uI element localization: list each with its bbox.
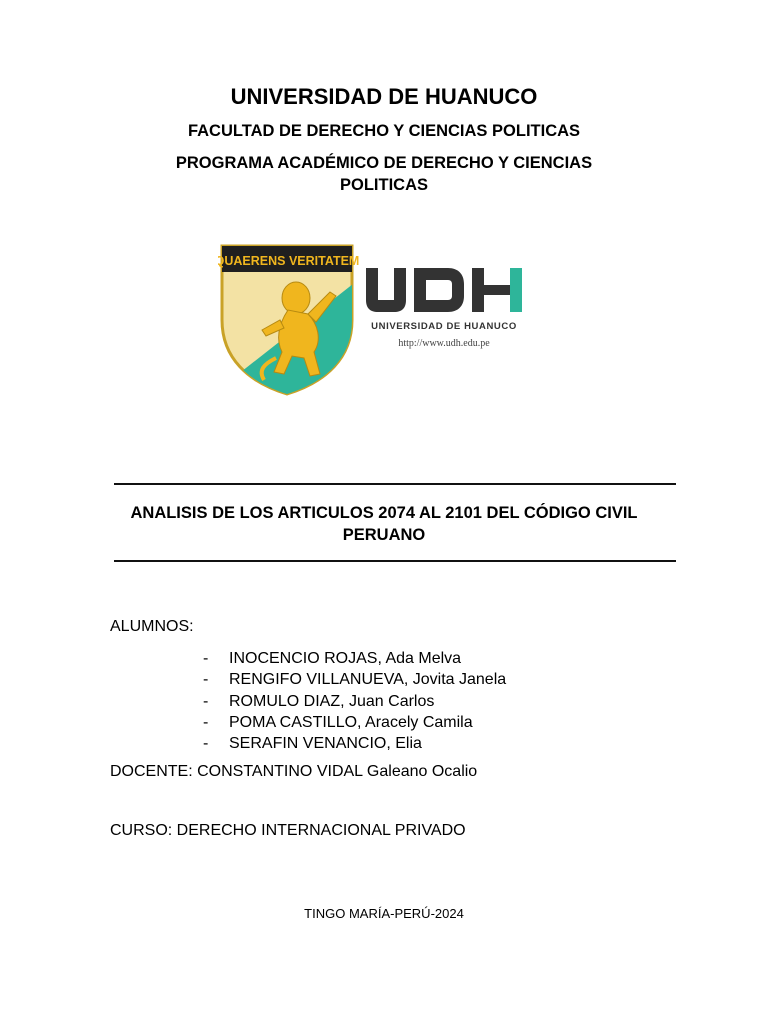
shield-icon: [218, 246, 359, 400]
udh-subtitle: UNIVERSIDAD DE HUANUCO: [371, 321, 517, 332]
course-line: CURSO: DERECHO INTERNACIONAL PRIVADO: [110, 822, 466, 839]
teacher-line: DOCENTE: CONSTANTINO VIDAL Galeano Ocalio: [110, 763, 478, 780]
logo-graphic: [218, 240, 558, 400]
university-logo: [218, 240, 558, 400]
list-item: - SERAFIN VENANCIO, Elia: [203, 735, 422, 753]
list-item: - POMA CASTILLO, Aracely Camila: [203, 713, 473, 731]
place-date: TINGO MARÍA-PERÚ-2024: [304, 906, 464, 921]
list-item: - ROMULO DIAZ, Juan Carlos: [203, 692, 435, 710]
program-name: PROGRAMA ACADÉMICO DE DERECHO Y CIENCIAS POLITICAS: [175, 154, 593, 194]
udh-wordmark: [366, 268, 522, 349]
document-title: ANALISIS DE LOS ARTICULOS 2074 AL 2101 DEL CÓDIGO CIVIL PERUANO: [130, 504, 638, 544]
shield-motto: QUAERENS VERITATEM: [218, 254, 360, 268]
bottom-divider: [114, 560, 676, 562]
list-item: - RENGIFO VILLANUEVA, Jovita Janela: [203, 671, 507, 689]
udh-url: http://www.udh.edu.pe: [398, 338, 490, 349]
faculty-name: FACULTAD DE DERECHO Y CIENCIAS POLITICAS: [187, 122, 581, 140]
university-name: UNIVERSIDAD DE HUANUCO: [230, 84, 538, 109]
students-list: [203, 648, 506, 754]
students-label: ALUMNOS:: [110, 618, 194, 635]
list-item: - INOCENCIO ROJAS, Ada Melva: [203, 650, 462, 667]
top-divider: [114, 483, 676, 485]
